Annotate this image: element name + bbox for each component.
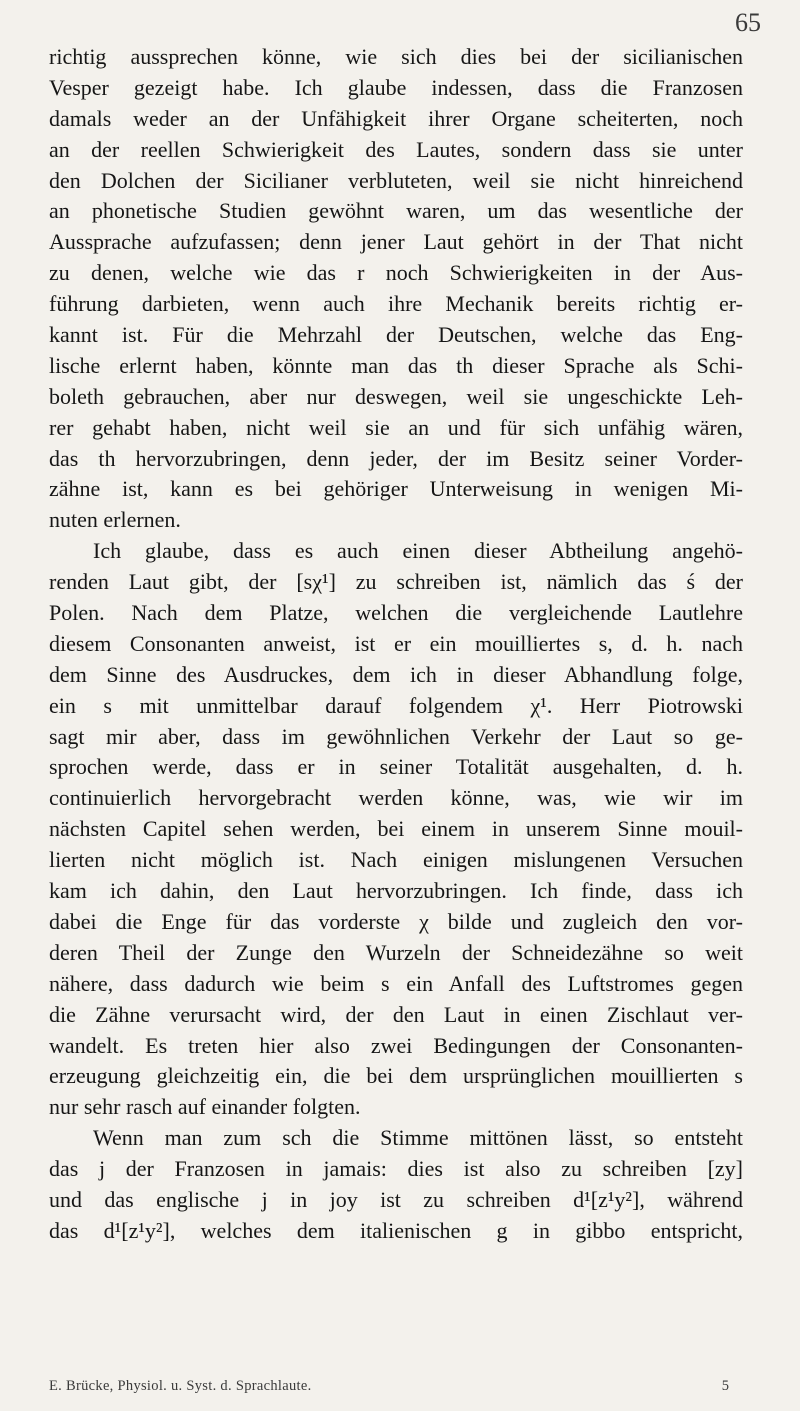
text-line: diesem Consonanten anweist, ist er ein mouilliertes s, d. h. nach <box>49 630 743 656</box>
text-line: die Zähne verursacht wird, der den Laut in einen Zischlaut ver- <box>49 1001 743 1027</box>
text-line: richtig aussprechen könne, wie sich dies bei der sicilianischen <box>49 44 743 69</box>
text-line: kam ich dahin, den Laut hervorzubringen. Ich finde, dass ich <box>49 878 743 904</box>
text-line: führung darbieten, wenn auch ihre Mechanik bereits richtig er- <box>49 291 743 317</box>
text-line: lierten nicht möglich ist. Nach einigen mislungenen Versuchen <box>49 847 743 873</box>
text-line: an phonetische Studien gewöhnt waren, um das wesentliche der <box>49 198 743 224</box>
text-line: boleth gebrauchen, aber nur deswegen, weil sie ungeschickte Leh- <box>49 383 743 409</box>
page-footer <box>49 1378 729 1400</box>
text-line: den Dolchen der Sicilianer verbluteten, weil sie nicht hinreichend <box>49 167 743 193</box>
text-line: sagt mir aber, dass im gewöhnlichen Verkehr der Laut so ge- <box>49 723 743 749</box>
text-line: renden Laut gibt, der [sχ¹] zu schreiben ist, nämlich das ś der <box>49 569 743 595</box>
text-line: zähne ist, kann es bei gehöriger Unterweisung in wenigen Mi- <box>49 476 743 502</box>
text-line: wandelt. Es treten hier also zwei Bedingungen der Consonanten- <box>49 1032 743 1058</box>
text-line: rer gehabt haben, nicht weil sie an und für sich unfähig wären, <box>49 414 743 440</box>
text-line: continuierlich hervorgebracht werden könne, was, wie wir im <box>49 785 743 811</box>
body-text <box>49 42 743 1247</box>
text-line: Aussprache aufzufassen; denn jener Laut gehört in der That nicht <box>49 229 743 255</box>
text-line: sprochen werde, dass er in seiner Totalität ausgehalten, d. h. <box>49 754 743 780</box>
text-line: an der reellen Schwierigkeit des Lautes, sondern dass sie unter <box>49 136 743 162</box>
text-line: und das englische j in joy ist zu schreiben d¹[z¹y²], während <box>49 1186 743 1212</box>
text-line: das d¹[z¹y²], welches dem italienischen g in gibbo entspricht, <box>49 1217 743 1243</box>
text-line: Ich glaube, dass es auch einen dieser Abtheilung angehö- <box>93 538 743 564</box>
text-line: Polen. Nach dem Platze, welchen die vergleichende Lautlehre <box>49 600 743 626</box>
text-line: damals weder an der Unfähigkeit ihrer Organe scheiterten, noch <box>49 105 743 131</box>
text-line: nähere, dass dadurch wie beim s ein Anfall des Luftstromes gegen <box>49 970 743 996</box>
text-line: ein s mit unmittelbar darauf folgendem χ¹. Herr Piotrowski <box>49 692 743 718</box>
text-line: das j der Franzosen in jamais: dies ist also zu schreiben [zy] <box>49 1156 743 1182</box>
text-line: lische erlernt haben, könnte man das th dieser Sprache als Schi- <box>49 352 743 378</box>
text-line: deren Theil der Zunge den Wurzeln der Schneidezähne so weit <box>49 939 743 965</box>
text-line: kannt ist. Für die Mehrzahl der Deutschen, welche das Eng- <box>49 322 743 348</box>
footer-sheet-number: 5 <box>721 1378 729 1394</box>
page-number: 65 <box>735 8 761 37</box>
text-line: zu denen, welche wie das r noch Schwierigkeiten in der Aus- <box>49 260 743 286</box>
text-line: nur sehr rasch auf einander folgten. <box>49 1094 361 1120</box>
text-line: Wenn man zum sch die Stimme mittönen lässt, so entsteht <box>93 1125 743 1151</box>
text-line: Vesper gezeigt habe. Ich glaube indessen, dass die Franzosen <box>49 74 743 100</box>
text-line: nächsten Capitel sehen werden, bei einem in unserem Sinne mouil- <box>49 816 743 842</box>
footer-signature: E. Brücke, Physiol. u. Syst. d. Sprachlaute. <box>49 1378 312 1394</box>
text-line: dem Sinne des Ausdruckes, dem ich in dieser Abhandlung folge, <box>49 661 743 687</box>
text-line: dabei die Enge für das vorderste χ bilde und zugleich den vor- <box>49 908 743 934</box>
text-line: nuten erlernen. <box>49 507 181 533</box>
text-line: das th hervorzubringen, denn jeder, der im Besitz seiner Vorder- <box>49 445 743 471</box>
text-line: erzeugung gleichzeitig ein, die bei dem ursprünglichen mouillierten s <box>49 1063 743 1089</box>
